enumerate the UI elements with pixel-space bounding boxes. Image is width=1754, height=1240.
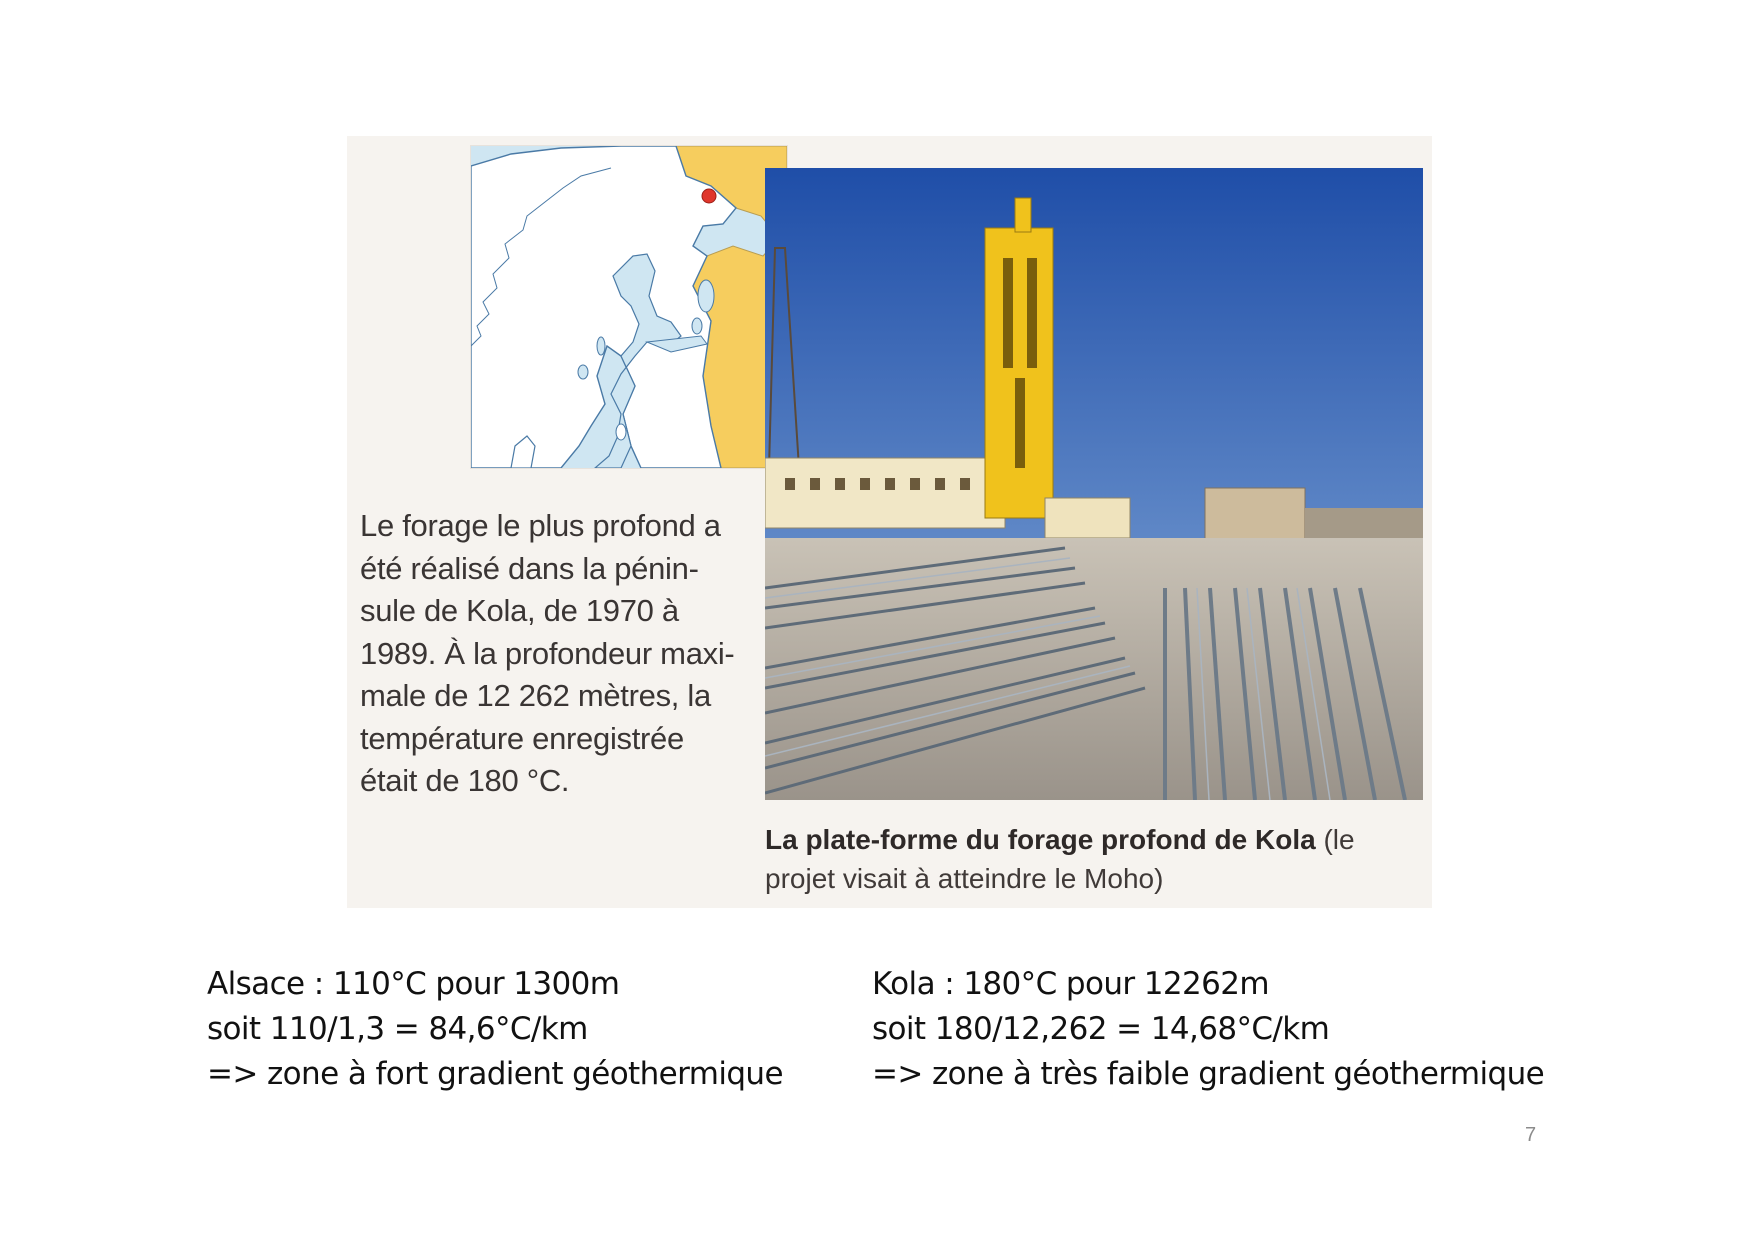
caption-bold: La plate-forme du forage profond de Kola	[765, 824, 1316, 855]
alsace-note	[207, 962, 783, 1097]
caption-rest: (le	[1315, 824, 1355, 855]
side-text-line: male de 12 262 mètres, la	[360, 678, 711, 713]
side-text-line: Le forage le plus profond a	[360, 508, 721, 543]
page-number: 7	[1525, 1124, 1537, 1146]
caption-line-2: projet visait à atteindre le Moho)	[765, 863, 1164, 894]
note-line: => zone à fort gradient géothermique	[207, 1056, 783, 1092]
kola-note	[872, 962, 1544, 1097]
figure-side-text	[360, 505, 735, 803]
note-line: soit 180/12,262 = 14,68°C/km	[872, 1011, 1330, 1047]
note-line: => zone à très faible gradient géothermique	[872, 1056, 1545, 1092]
side-text-line: sule de Kola, de 1970 à	[360, 593, 679, 628]
note-line: Kola : 180°C pour 12262m	[872, 966, 1269, 1002]
side-text-line: était de 180 °C.	[360, 763, 570, 798]
kola-location-map	[470, 145, 788, 469]
note-line: Alsace : 110°C pour 1300m	[207, 966, 620, 1002]
kola-platform-photo	[765, 168, 1423, 800]
note-line: soit 110/1,3 = 84,6°C/km	[207, 1011, 588, 1047]
side-text-line: température enregistrée	[360, 720, 684, 756]
photo-caption	[765, 820, 1431, 898]
side-text-line: 1989. À la profondeur maxi-	[360, 635, 735, 671]
side-text-line: été réalisé dans la pénin-	[360, 550, 699, 586]
